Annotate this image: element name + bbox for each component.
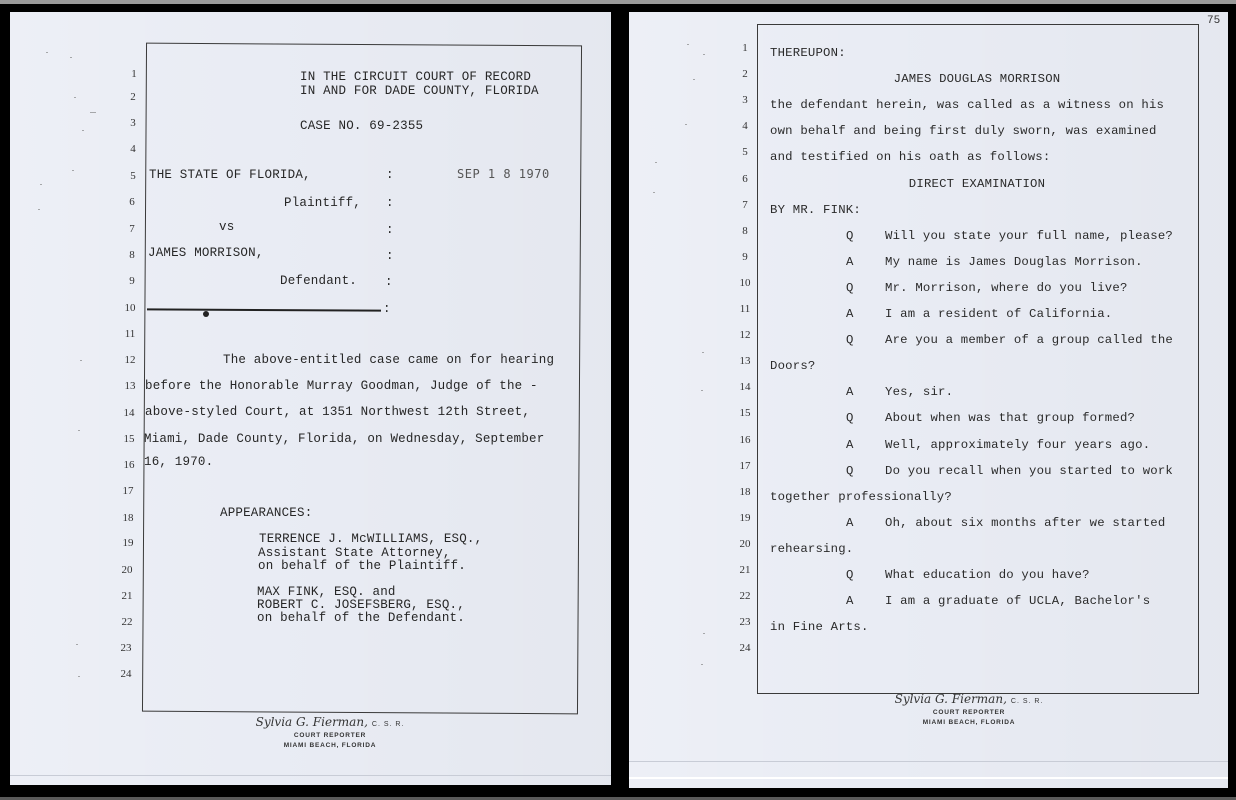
question-text: About when was that group formed? <box>885 411 1136 426</box>
body-line: above-styled Court, at 1351 Northwest 12th Street, <box>145 405 531 419</box>
line-number: 21 <box>739 564 751 576</box>
question-marker: Q <box>846 333 854 348</box>
line-number: 9 <box>742 250 748 263</box>
appearance-plaintiff-line: Assistant State Attorney, <box>258 546 451 560</box>
plaintiff-name: THE STATE OF FLORIDA, <box>149 168 311 182</box>
defendant-role: Defendant. <box>280 274 358 288</box>
line-number: 13 <box>739 355 751 368</box>
line-number: 23 <box>120 642 132 654</box>
line-number: 3 <box>742 94 748 107</box>
answer-text: Oh, about six months after we started <box>885 515 1166 530</box>
line-number: 10 <box>739 276 751 289</box>
reporter-title: COURT REPORTER <box>293 732 367 739</box>
reporter-signature: Sylvia G. Fierman, C. S. R. <box>255 715 405 729</box>
caption-colon: : <box>385 275 393 289</box>
line-number: 21 <box>121 590 133 602</box>
line-number: 1 <box>742 42 748 54</box>
appearance-defendant-line: ROBERT C. JOSEFSBERG, ESQ., <box>257 598 465 612</box>
line-number: 8 <box>742 224 748 237</box>
line-number: 18 <box>739 485 751 498</box>
reporter-location: MIAMI BEACH, FLORIDA <box>922 719 1016 726</box>
transcript-line: THEREUPON: <box>770 46 846 60</box>
reporter-location: MIAMI BEACH, FLORIDA <box>283 742 377 749</box>
line-number: 5 <box>742 146 748 159</box>
answer-marker: A <box>846 307 854 321</box>
appearance-plaintiff-line: TERRENCE J. McWILLIAMS, ESQ., <box>259 532 483 546</box>
body-line: Miami, Dade County, Florida, on Wednesday, September <box>144 432 545 446</box>
caption-colon: : <box>383 302 391 316</box>
question-text: Do you recall when you started to work <box>885 463 1174 478</box>
question-text: Will you state your full name, please? <box>885 228 1174 243</box>
question-text: Mr. Morrison, where do you live? <box>885 280 1128 295</box>
page-edge <box>629 761 1228 762</box>
line-number: 3 <box>130 117 136 129</box>
top-border <box>0 0 1236 4</box>
line-number: 19 <box>122 537 134 549</box>
line-number: 24 <box>739 642 751 655</box>
page-edge <box>629 777 1228 779</box>
appearance-plaintiff-line: on behalf of the Plaintiff. <box>258 559 466 573</box>
line-number: 17 <box>739 459 751 472</box>
caption-colon: : <box>386 196 394 210</box>
answer-marker: A <box>846 594 854 609</box>
answer-marker: A <box>846 515 854 530</box>
line-number: 2 <box>742 68 748 81</box>
line-number: 9 <box>129 275 135 287</box>
line-number: 11 <box>739 303 751 315</box>
line-number: 7 <box>742 198 748 211</box>
transcript-line: rehearsing. <box>770 541 854 556</box>
answer-marker: A <box>846 385 854 400</box>
transcript-page-75 <box>629 12 1228 788</box>
transcript-line: BY MR. FINK: <box>770 202 861 217</box>
answer-text: I am a graduate of UCLA, Bachelor's <box>885 594 1151 609</box>
line-number: 16 <box>739 433 751 446</box>
line-number: 14 <box>739 381 751 394</box>
line-number: 20 <box>739 537 751 550</box>
ink-blot <box>203 311 209 317</box>
line-number: 11 <box>124 328 136 340</box>
transcript-line: and testified on his oath as follows: <box>770 150 1051 165</box>
line-number: 14 <box>123 407 135 419</box>
transcript-page-cover <box>10 12 611 785</box>
line-number: 12 <box>124 354 136 366</box>
answer-text: Yes, sir. <box>885 385 954 400</box>
court-heading-line1: IN THE CIRCUIT COURT OF RECORD <box>300 70 532 84</box>
line-number: 20 <box>121 564 133 576</box>
transcript-line: the defendant herein, was called as a witness on his <box>770 98 1165 113</box>
transcript-line: DIRECT EXAMINATION <box>908 176 1046 191</box>
answer-marker: A <box>846 254 854 269</box>
line-number: 22 <box>739 590 751 603</box>
body-line: 16, 1970. <box>144 455 214 469</box>
question-marker: Q <box>846 228 854 243</box>
line-number: 8 <box>129 249 135 261</box>
line-number: 24 <box>120 668 132 680</box>
body-line: The above-entitled case came on for hearing <box>223 353 555 367</box>
line-number: 4 <box>130 143 136 155</box>
answer-text: My name is James Douglas Morrison. <box>885 254 1143 269</box>
line-number: 10 <box>124 302 136 314</box>
answer-marker: A <box>846 437 854 452</box>
line-number: 15 <box>739 407 751 420</box>
court-heading-line2: IN AND FOR DADE COUNTY, FLORIDA <box>300 84 539 98</box>
question-marker: Q <box>846 463 854 478</box>
appearance-defendant-line: on behalf of the Defendant. <box>257 611 465 625</box>
caption-colon: : <box>386 249 394 263</box>
line-number: 19 <box>739 511 751 524</box>
caption-colon: : <box>386 168 394 182</box>
page-number: 75 <box>1207 15 1221 27</box>
line-number: 18 <box>122 512 134 524</box>
line-number: 6 <box>742 172 748 185</box>
appearances-heading: APPEARANCES: <box>220 506 313 520</box>
answer-text: Well, approximately four years ago. <box>885 437 1151 452</box>
line-number: 23 <box>739 616 751 629</box>
reporter-signature: Sylvia G. Fierman, C. S. R. <box>894 692 1044 706</box>
line-number: 16 <box>123 459 135 471</box>
line-number: 13 <box>124 380 136 392</box>
question-text: Are you a member of a group called the <box>885 333 1174 348</box>
defendant-name: JAMES MORRISON, <box>148 246 264 260</box>
line-number: 4 <box>742 120 748 133</box>
line-number: 2 <box>130 91 136 103</box>
page-edge <box>10 775 611 776</box>
transcript-line: JAMES DOUGLAS MORRISON <box>893 72 1061 87</box>
transcript-line: own behalf and being first duly sworn, was examined <box>770 124 1157 139</box>
question-text: What education do you have? <box>885 568 1090 582</box>
plaintiff-role: Plaintiff, <box>284 196 362 210</box>
line-number: 7 <box>129 223 135 235</box>
transcript-line: together professionally? <box>770 489 952 504</box>
question-marker: Q <box>846 280 854 295</box>
question-marker: Q <box>846 411 854 426</box>
answer-text: I am a resident of California. <box>885 307 1113 321</box>
court-reporter-footer <box>869 692 1069 726</box>
question-marker: Q <box>846 568 854 582</box>
reporter-title: COURT REPORTER <box>932 709 1006 716</box>
transcript-line: in Fine Arts. <box>770 620 869 635</box>
line-number: 6 <box>129 196 135 208</box>
case-number: CASE NO. 69-2355 <box>300 119 424 133</box>
line-number: 22 <box>121 616 133 628</box>
received-date-stamp: SEP 1 8 1970 <box>457 167 550 181</box>
line-number: 17 <box>122 485 134 497</box>
body-line: before the Honorable Murray Goodman, Judge of the - <box>145 379 538 393</box>
versus-label: vs <box>219 220 235 234</box>
caption-colon: : <box>386 223 394 237</box>
line-number: 15 <box>123 433 135 445</box>
court-reporter-footer <box>230 715 430 749</box>
line-number: 1 <box>131 68 137 80</box>
appearance-defendant-line: MAX FINK, ESQ. and <box>257 585 396 599</box>
line-number: 5 <box>130 170 136 182</box>
transcript-line: Doors? <box>770 359 816 374</box>
line-number: 12 <box>739 329 751 342</box>
